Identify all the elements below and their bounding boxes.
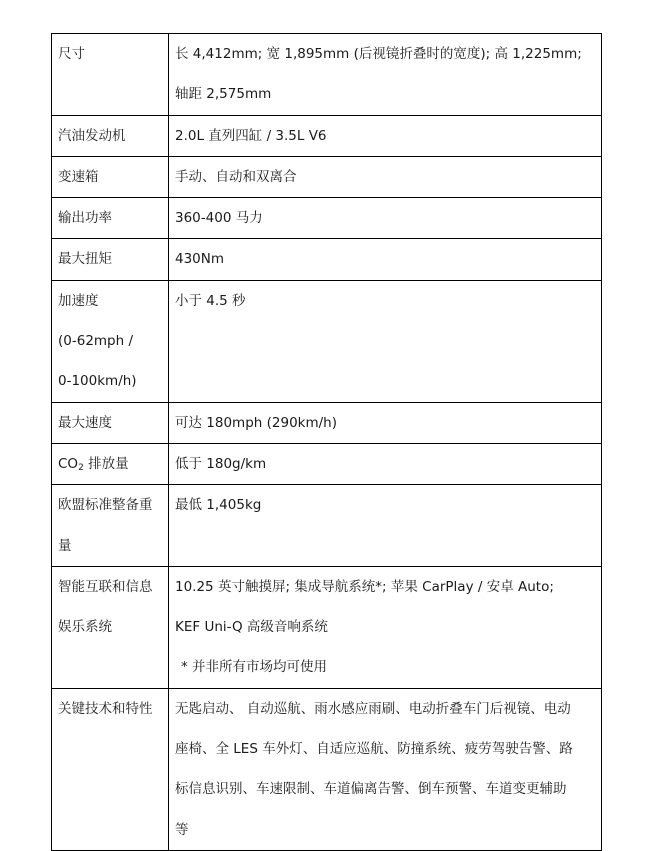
row-value: 小于 4.5 秒 (169, 280, 602, 402)
row-value: 2.0L 直列四缸 / 3.5L V6 (169, 115, 602, 156)
row-value: 360-400 马力 (169, 198, 602, 239)
row-label: 欧盟标准整备重 量 (52, 485, 169, 567)
table-row-engine (52, 115, 602, 156)
row-label: $CO_2$ 排放量 (52, 443, 169, 484)
table-row-co2 (52, 443, 602, 484)
footnote: * 并非所有市场均可使用 (181, 659, 328, 676)
row-value: 可达 180mph (290km/h) (169, 402, 602, 443)
row-value: 无匙启动、 自动巡航、雨水感应雨刷、电动折叠车门后视镜、电动 座椅、全 LES 车外灯、自适应巡航、防撞系统、疲劳驾驶告警、路 标信息识别、车速限制、车道偏离告警、倒车预警、车道变更辅助 等 (169, 688, 602, 850)
table-row-dimensions (52, 34, 602, 116)
row-label: 汽油发动机 (52, 115, 169, 156)
row-value: 长 4,412mm; 宽 1,895mm (后视镜折叠时的宽度); 高 1,225mm; 轴距 2,575mm (169, 34, 602, 116)
row-label: 智能互联和信息 娱乐系统 (52, 566, 169, 688)
row-label: 最大速度 (52, 402, 169, 443)
row-value: 最低 1,405kg (169, 485, 602, 567)
table-row-torque (52, 239, 602, 280)
row-label: 尺寸 (52, 34, 169, 116)
table-row-transmission (52, 156, 602, 197)
row-label: 关键技术和特性 (52, 688, 169, 850)
spec-table (51, 33, 602, 851)
row-value: 430Nm (169, 239, 602, 280)
row-label: 加速度 (0-62mph / 0-100km/h) (52, 280, 169, 402)
table-row-curb-weight (52, 485, 602, 567)
row-label: 输出功率 (52, 198, 169, 239)
row-label: 变速箱 (52, 156, 169, 197)
table-row-top-speed (52, 402, 602, 443)
table-row-acceleration (52, 280, 602, 402)
row-value: 低于 180g/km (169, 443, 602, 484)
row-value: 10.25 英寸触摸屏; 集成导航系统*; 苹果 CarPlay / 安卓 Auto; KEF Uni-Q 高级音响系统 * 并非所有市场均可使用 (169, 566, 602, 688)
table-row-power (52, 198, 602, 239)
row-value: 手动、自动和双离合 (169, 156, 602, 197)
table-row-infotainment (52, 566, 602, 688)
row-label: 最大扭矩 (52, 239, 169, 280)
table-row-key-features (52, 688, 602, 850)
